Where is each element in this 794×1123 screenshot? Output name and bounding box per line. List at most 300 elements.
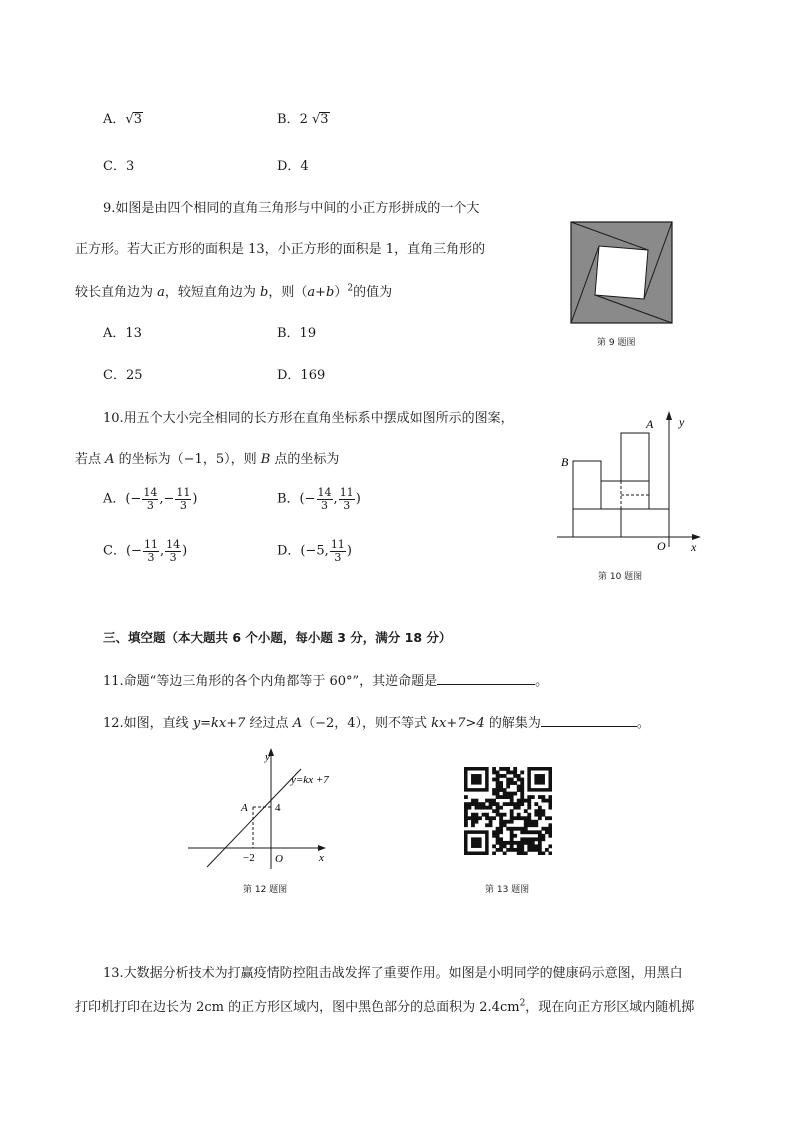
option-label: A． [103,112,126,127]
option-label: C．( [103,543,132,559]
qr-module [520,788,524,792]
qr-module [464,820,468,824]
qr-module [510,830,514,834]
comma: , [324,543,329,559]
qr-module [496,778,500,782]
qr-module [489,816,493,820]
qr-module [503,792,507,796]
qr-module [464,823,468,827]
figure-10 [555,408,715,558]
qr-module [524,816,528,820]
qr-module [478,816,482,820]
qr-module [538,809,542,813]
qr-module [506,792,510,796]
qr-module [513,792,517,796]
qr-module [527,844,531,848]
numerator: 14 [317,486,332,499]
qr-module [499,788,503,792]
qr-module [503,851,507,855]
qr-module [510,799,514,803]
text: 的解集为 [484,716,541,731]
qr-module [534,813,538,817]
qr-module [503,795,507,799]
qr-module [492,834,496,838]
qr-module [527,816,531,820]
qr-module [503,844,507,848]
text: （−2，4），则不等式 [302,716,432,731]
qr-module [538,806,542,810]
qr-module [538,841,542,845]
qr-module [506,848,510,852]
minus: − [163,491,175,507]
qr-module [499,841,503,845]
text: 经过点 [245,716,293,731]
qr-module [534,809,538,813]
qr-module [471,820,475,824]
denominator: 3 [169,550,177,564]
q9-option-d: D．169 [277,368,326,383]
qr-module [478,806,482,810]
qr-module [520,792,524,796]
numerator: 11 [330,538,345,551]
close-paren: ) [182,543,188,559]
qr-module [538,813,542,817]
qr-module [471,799,475,803]
qr-module [510,848,514,852]
qr-module [496,795,500,799]
fraction [339,487,355,511]
qr-module [524,830,528,834]
rectangle [573,509,621,537]
text: 较长直角边为 [75,285,158,300]
qr-module [524,851,528,855]
qr-module [534,802,538,806]
comma: , [159,491,164,507]
label-minus-2: −2 [243,852,255,864]
qr-module [527,830,531,834]
qr-module [510,820,514,824]
qr-module [517,827,521,831]
label-x: x [691,540,697,554]
superscript: 2 [519,998,526,1009]
qr-module [496,806,500,810]
qr-module [485,823,489,827]
figure-12 [185,745,345,873]
denominator: 3 [179,498,187,512]
fraction [165,539,181,563]
qr-module [503,767,507,771]
qr-module [492,851,496,855]
qr-module [534,844,538,848]
qr-module [499,820,503,824]
qr-module [517,799,521,803]
qr-module [475,806,479,810]
qr-module [506,820,510,824]
qr-module [524,809,528,813]
qr-module [541,837,545,841]
qr-module [510,813,514,817]
qr-module [527,820,531,824]
qr-module [496,785,500,789]
close-paren: ) [346,543,352,559]
radicand: 3 [320,112,329,127]
qr-module [503,841,507,845]
text: ，较短直角边为 [164,285,261,300]
qr-module [527,806,531,810]
qr-module [489,799,493,803]
text: 打印机打印在边长为 2cm 的正方形区域内，图中黑色部分的总面积为 2.4cm [75,1000,520,1015]
qr-module [510,792,514,796]
numerator: 11 [176,486,191,499]
qr-module [492,816,496,820]
qr-module [499,767,503,771]
qr-module [471,774,482,785]
qr-module [510,844,514,848]
qr-code [464,767,552,855]
rectangle [621,433,649,481]
qr-module [506,767,510,771]
qr-module [527,837,531,841]
q10-line-2 [75,448,339,467]
qr-module [506,785,510,789]
minus: − [131,543,142,559]
qr-module [506,781,510,785]
qr-module [464,813,468,817]
qr-module [489,806,493,810]
numerator: 14 [166,538,181,551]
qr-module [527,813,531,817]
qr-module [496,848,500,852]
q9-option-a: A．13 [103,326,142,341]
qr-module [520,830,524,834]
comma: , [159,543,165,559]
qr-module [510,795,514,799]
qr-module [517,848,521,852]
qr-module [517,841,521,845]
point-b: B [260,452,271,467]
qr-module [520,851,524,855]
qr-module [538,830,542,834]
q9-line-2: 正方形。若大正方形的面积是 13，小正方形的面积是 1，直角三角形的 [75,242,486,257]
qr-module [527,802,531,806]
qr-module [496,809,500,813]
question-text: 11.命题“等边三角形的各个内角都等于 60°”，其逆命题是 [103,674,438,689]
qr-module [471,802,475,806]
qr-module [520,785,524,789]
qr-module [548,799,552,803]
qr-module [482,802,486,806]
qr-module [492,830,496,834]
qr-module [475,799,479,803]
qr-module [524,823,528,827]
qr-module [520,827,524,831]
qr-module [499,816,503,820]
qr-module [503,802,507,806]
qr-module [468,802,472,806]
qr-module [517,778,521,782]
qr-module [531,820,535,824]
label-4: 4 [275,802,281,814]
qr-module [503,823,507,827]
qr-module [531,844,535,848]
qr-module [503,774,507,778]
qr-module [499,837,503,841]
qr-module [510,834,514,838]
qr-module [548,806,552,810]
qr-module [492,809,496,813]
qr-module [527,823,531,827]
qr-module [545,799,549,803]
qr-module [548,823,552,827]
qr-module [548,795,552,799]
option-label: A．( [103,491,131,507]
fraction [317,487,333,511]
qr-module [548,851,552,855]
qr-module [524,841,528,845]
qr-module [496,827,500,831]
text: ） [334,285,348,300]
text: 。 [535,674,549,689]
y-arrow-icon [666,411,672,420]
label-b: B [561,455,569,469]
label-y: y [679,415,685,429]
qr-module [496,792,500,796]
qr-module [524,799,528,803]
point-a: A [105,452,115,467]
qr-module [496,781,500,785]
inequality: kx+7>4 [431,716,485,731]
qr-module [527,848,531,852]
qr-module [520,844,524,848]
qr-module [520,778,524,782]
qr-module [548,816,552,820]
qr-module [548,827,552,831]
minus: − [130,491,142,507]
qr-module [538,851,542,855]
label-a: A [241,802,248,814]
qr-module [520,781,524,785]
var-b: b [260,285,269,300]
qr-module [492,844,496,848]
close-paren: ) [355,491,361,507]
qr-module [499,795,503,799]
fraction [142,487,158,511]
qr-module [513,827,517,831]
qr-module [464,809,468,813]
q13-line-1: 13.大数据分析技术为打赢疫情防控阻击战发挥了重要作用。如图是小明同学的健康码示意图，用黑白 [103,966,683,981]
text: 点的坐标为 [270,452,340,467]
qr-module [534,837,538,841]
q11 [103,670,548,689]
qr-module [538,848,542,852]
point-a: A [292,716,303,731]
label-x: x [319,852,324,864]
comma: , [333,491,338,507]
qr-module [485,806,489,810]
qr-module [499,844,503,848]
qr-module [524,820,528,824]
qr-module [524,827,528,831]
qr-module [499,785,503,789]
qr-module [499,827,503,831]
qr-module [513,848,517,852]
figure-9 [570,220,674,326]
q9-option-b: B．19 [277,326,317,341]
close-paren: ) [192,491,198,507]
qr-module [471,837,482,848]
qr-module [538,837,542,841]
qr-module [541,834,545,838]
qr-module [492,799,496,803]
q10-option-a [103,487,198,511]
qr-module [464,802,468,806]
qr-module [538,795,542,799]
qr-module [499,781,503,785]
qr-module [513,834,517,838]
qr-module [475,816,479,820]
qr-module [548,834,552,838]
text: 的值为 [353,285,393,300]
qr-module [541,851,545,855]
qr-module [496,830,500,834]
qr-module [517,806,521,810]
qr-module [489,802,493,806]
answer-blank[interactable] [437,673,535,685]
qr-module [545,848,549,852]
qr-module [513,771,517,775]
qr-module [520,848,524,852]
qr-module [524,837,528,841]
qr-module [496,802,500,806]
label-equation: y=kx +7 [291,774,329,786]
expr-a-plus-b: a+b [307,285,335,300]
qr-module [520,771,524,775]
qr-module [496,834,500,838]
qr-module [499,813,503,817]
option-label: B． [277,112,300,127]
denominator: 3 [343,498,351,512]
answer-blank[interactable] [541,715,637,727]
figure-13-caption: 第 13 题图 [485,885,530,895]
qr-module [520,799,524,803]
qr-module [513,816,517,820]
x-arrow-icon [318,845,326,851]
qr-module [496,788,500,792]
exponent: 2 [347,283,354,294]
qr-module [471,813,475,817]
qr-module [520,795,524,799]
q10-option-b [277,487,361,511]
qr-module [538,816,542,820]
qr-module [510,771,514,775]
qr-module [531,830,535,834]
qr-module [471,816,475,820]
q8-option-c: C．3 [103,159,135,174]
qr-module [517,851,521,855]
qr-module [496,774,500,778]
qr-module [541,809,545,813]
qr-module [506,795,510,799]
option-label: B．( [277,491,305,507]
qr-module [517,802,521,806]
qr-module [534,823,538,827]
qr-module [541,799,545,803]
numerator: 11 [339,486,354,499]
qr-module [531,848,535,852]
qr-module [468,806,472,810]
qr-module [485,813,489,817]
qr-module [499,823,503,827]
text: 。 [636,716,650,731]
text: 若点 [75,452,106,467]
qr-module [510,827,514,831]
q10-option-d [277,539,352,563]
qr-module [527,841,531,845]
figure-12-caption: 第 12 题图 [243,885,288,895]
numerator: 11 [143,538,158,551]
qr-module [548,844,552,848]
qr-module [517,785,521,789]
qr-module [520,837,524,841]
qr-module [475,813,479,817]
label-y: y [265,751,270,763]
qr-module [534,774,545,785]
qr-module [485,799,489,803]
qr-module [492,778,496,782]
q10-option-c [103,539,187,563]
qr-module [513,781,517,785]
qr-module [496,771,500,775]
qr-module [538,844,542,848]
qr-module [496,837,500,841]
qr-module [534,820,538,824]
qr-module [468,816,472,820]
qr-module [520,802,524,806]
qr-module [499,848,503,852]
qr-module [492,767,496,771]
qr-module [513,806,517,810]
qr-module [489,823,493,827]
qr-module [541,827,545,831]
label-origin: O [657,539,666,553]
denominator: 3 [321,498,329,512]
qr-module [531,837,535,841]
fraction [175,487,191,511]
qr-module [492,771,496,775]
equation: y=kx+7 [192,716,246,731]
q9-option-c: C．25 [103,368,143,383]
qr-module [482,806,486,810]
qr-module [506,771,510,775]
qr-module [545,827,549,831]
qr-module [513,802,517,806]
qr-module [506,827,510,831]
q10-line-1: 10.用五个大小完全相同的长方形在直角坐标系中摆成如图所示的图案， [103,411,514,426]
text: 的坐标为（−1，5），则 [114,452,261,467]
qr-module [517,844,521,848]
option-label: D．( [277,543,306,559]
qr-module [527,799,531,803]
label-a: A [646,417,654,431]
text: ，则（ [268,285,308,300]
qr-module [503,820,507,824]
qr-module [520,841,524,845]
qr-module [531,841,535,845]
qr-module [475,820,479,824]
coefficient: 2 [299,112,308,127]
qr-module [513,841,517,845]
q12 [103,712,650,731]
